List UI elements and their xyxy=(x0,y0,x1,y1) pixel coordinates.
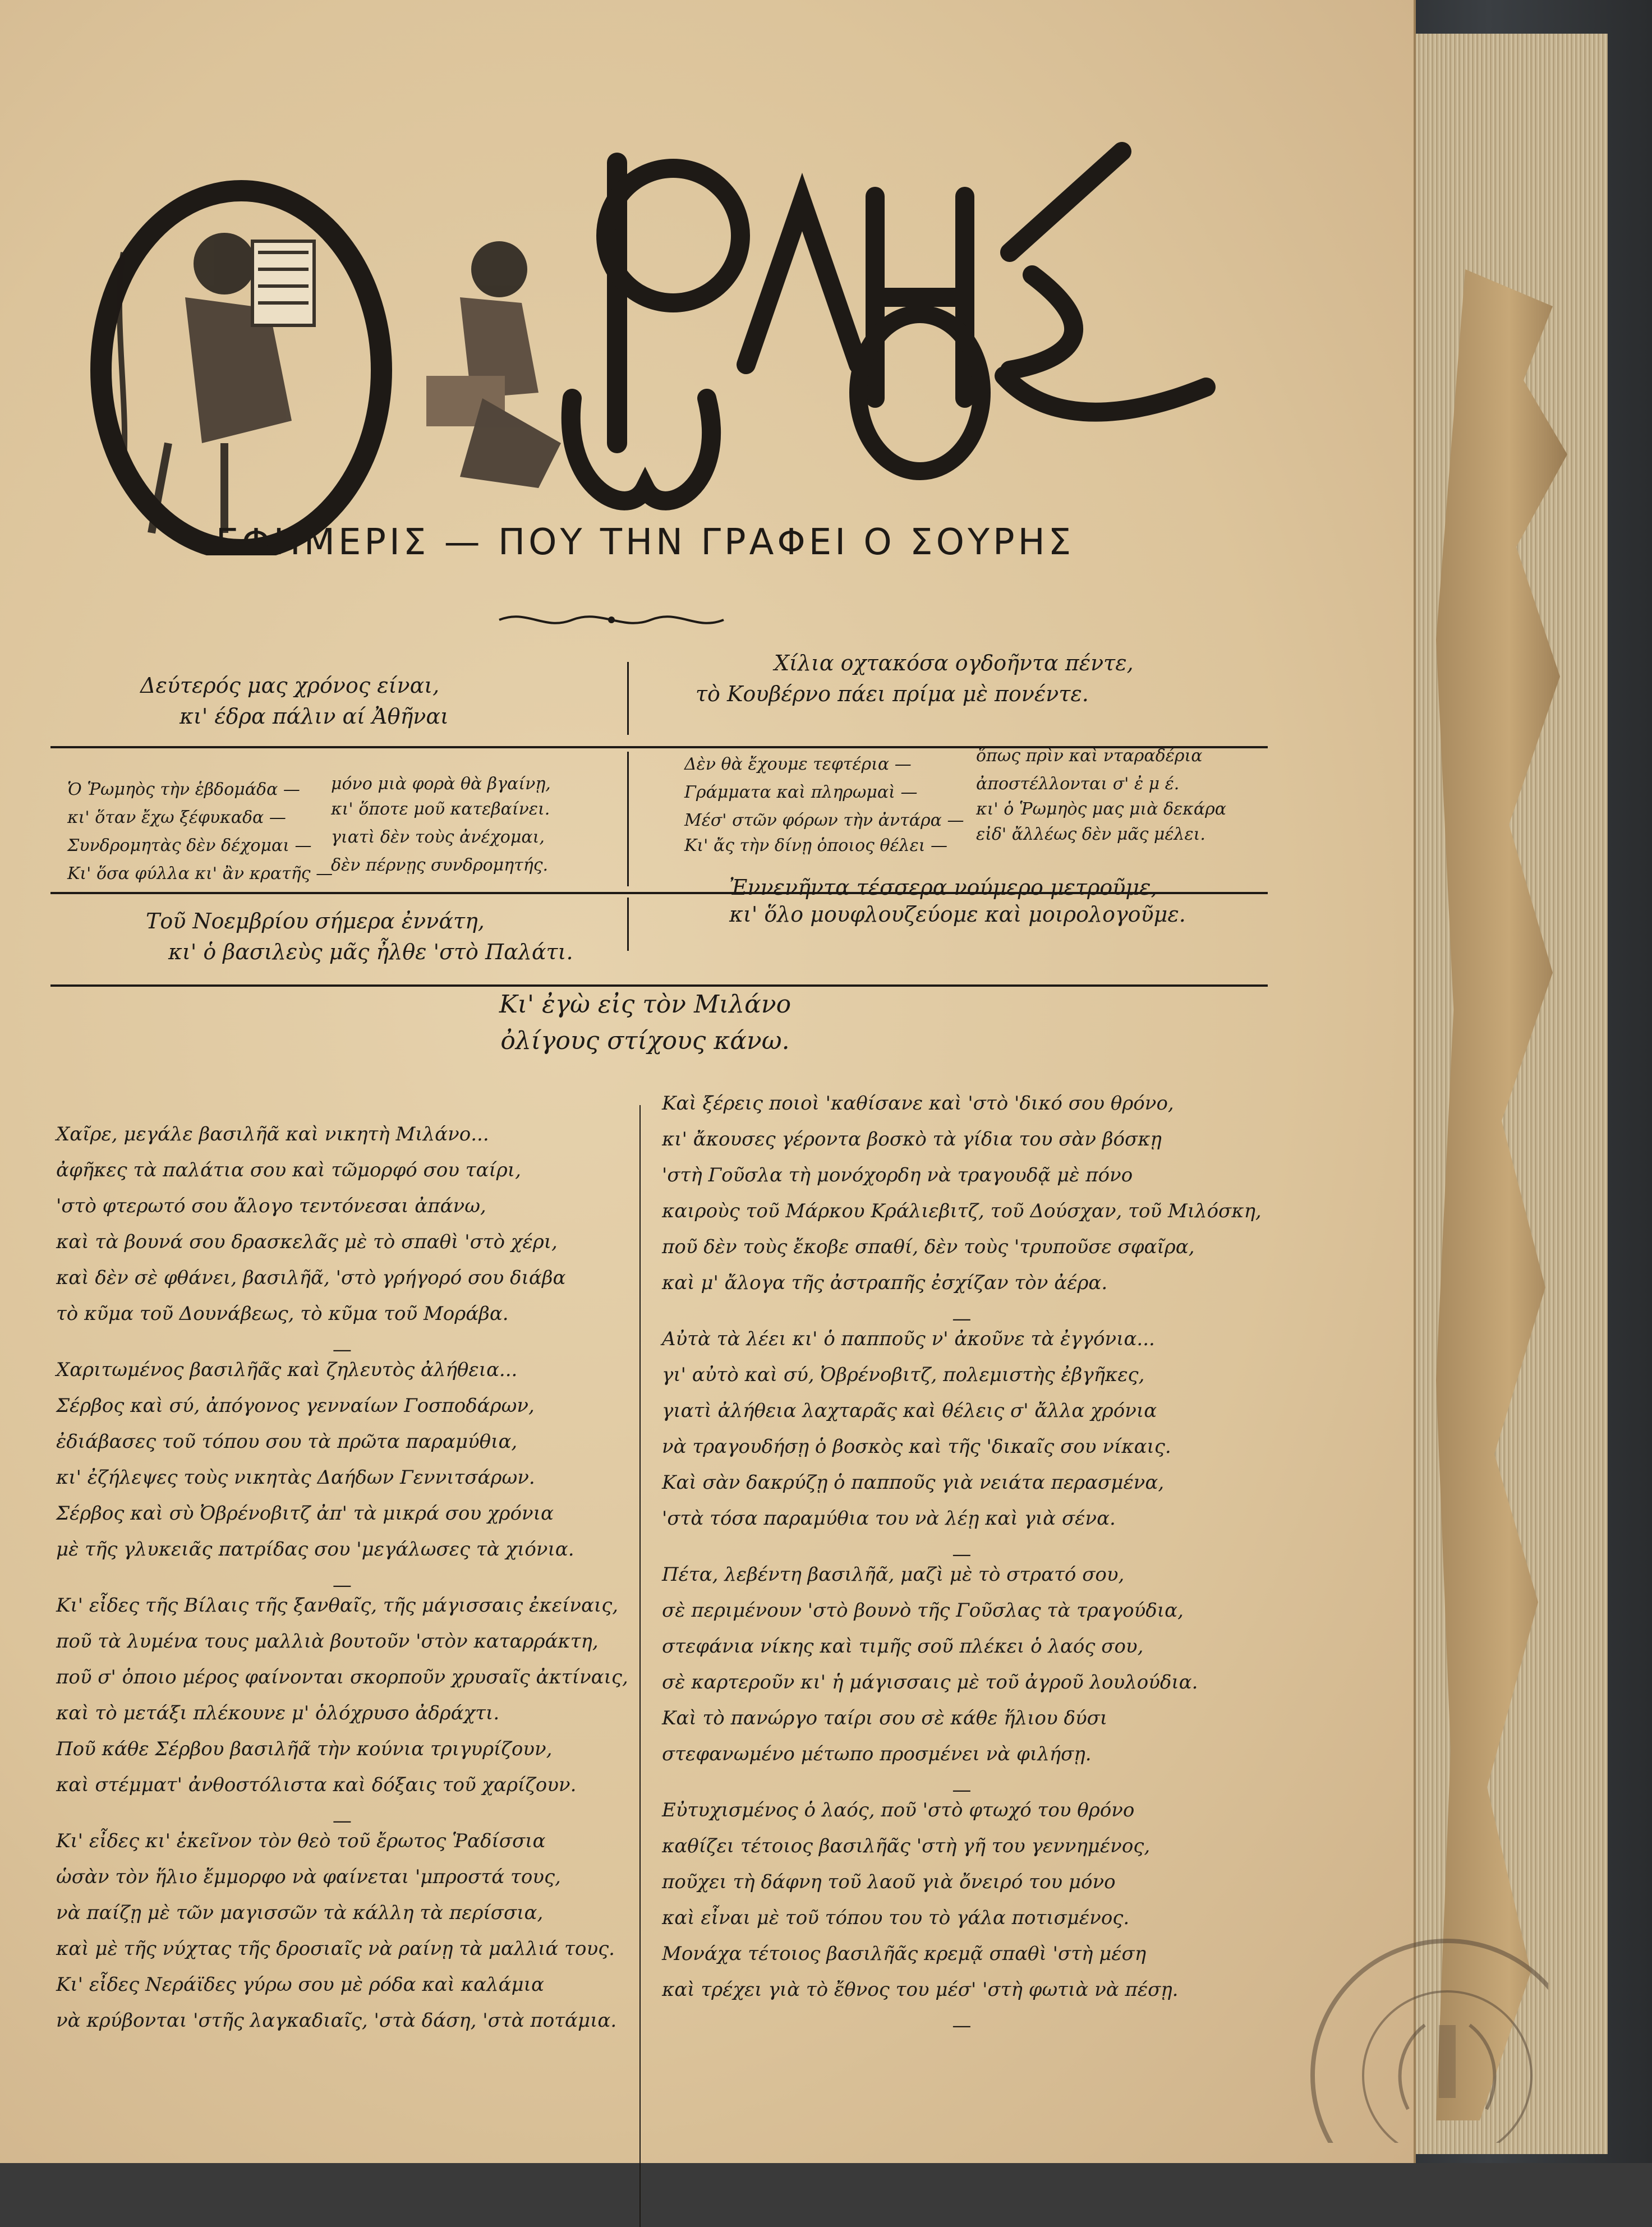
poem-line: ποῦ σ' ὁποιο μέρος φαίνονται σκορποῦν χρυσαῖς ἀκτίναις, xyxy=(56,1666,628,1688)
poem-line: νὰ παίζῃ μὲ τῶν μαγισσῶν τὰ κάλλη τὰ περίσσια, xyxy=(56,1902,544,1924)
divider-ornament xyxy=(494,609,729,631)
header-right-line-2: τὸ Κουβέρνο πάει πρίμα μὲ πονέντε. xyxy=(696,682,1089,706)
poem-line: καὶ μὲ τῆς νύχτας τῆς δροσιαῖς νὰ ραίνῃ τὰ μαλλιά τους. xyxy=(56,1938,615,1960)
column-divider xyxy=(639,1105,641,2227)
masthead-logo xyxy=(56,129,1290,555)
poem-line: σὲ καρτεροῦν κι' ἡ μάγισσαις μὲ τοῦ ἀγροῦ λουλούδια. xyxy=(662,1671,1198,1694)
masthead-subtitle: ΕΦΗΜΕΡΙΣ — ΠΟΥ ΤΗΝ ΓΡΑΦΕΙ Ο ΣΟΥΡΗΣ xyxy=(215,522,1075,563)
poem-line: κι' ἄκουσες γέροντα βοσκὸ τὰ γίδια του σὰν βόσκῃ xyxy=(662,1128,1162,1151)
terms-left-2a: κι' ὅταν ἔχω ξέφυκαδα — xyxy=(67,808,286,827)
header-left-bottom-1: Τοῦ Νοεμβρίου σήμερα ἐννάτη, xyxy=(146,909,485,933)
poem-line: Σέρβος καὶ σὺ Ὀβρένοβιτζ ἀπ' τὰ μικρά σου χρόνια xyxy=(56,1502,554,1525)
poem-line: Μονάχα τέτοιος βασιλῆᾶς κρεμᾷ σπαθὶ 'στὴ μέση xyxy=(662,1943,1147,1965)
poem-line: στεφανωμένο μέτωπο προσμένει νὰ φιλήσῃ. xyxy=(662,1743,1092,1765)
poem-line: 'στὸ φτερωτό σου ἄλογο τεντόνεσαι ἀπάνω, xyxy=(56,1195,486,1217)
poem-line: ἀφῆκες τὰ παλάτια σου καὶ τῶμορφό σου ταίρι, xyxy=(56,1159,521,1181)
poem-line: Καὶ ξέρεις ποιοὶ 'καθίσανε καὶ 'στὸ 'δικό σου θρόνο, xyxy=(662,1092,1174,1115)
center-rule-top xyxy=(627,662,629,735)
terms-left-2b: κι' ὅποτε μοῦ κατεβαίνει. xyxy=(331,799,550,819)
poem-line: καθίζει τέτοιος βασιλῆᾶς 'στὴ γῆ του γεννημένος, xyxy=(662,1835,1151,1857)
terms-right-1b: ὅπως πρὶν καὶ νταραδέρια xyxy=(976,746,1203,766)
poem-line: γιατὶ ἀλήθεια λαχταρᾶς καὶ θέλεις σ' ἄλλα χρόνια xyxy=(662,1400,1157,1422)
terms-right-4b: εἰδ' ἄλλέως δὲν μᾶς μέλει. xyxy=(976,825,1205,844)
stanza-separator: — xyxy=(332,1810,352,1832)
intro-line-2: ὀλίγους στίχους κάνω. xyxy=(500,1027,790,1055)
poem-right-column xyxy=(662,1085,1262,2037)
stanza-separator: — xyxy=(952,1308,972,1330)
poem-line: Καὶ σὰν δακρύζῃ ὁ παπποῦς γιὰ νειάτα περασμένα, xyxy=(662,1471,1165,1494)
center-rule-bottom xyxy=(627,898,629,951)
terms-right-4a: Κι' ἄς τὴν δίνῃ ὁποιος θέλει — xyxy=(684,836,948,855)
library-stamp xyxy=(1279,1930,1548,2143)
terms-left-3b: γιατὶ δὲν τοὺς ἀνέχομαι, xyxy=(331,827,545,847)
poem-line: τὸ κῦμα τοῦ Δουνάβεως, τὸ κῦμα τοῦ Μοράβα. xyxy=(56,1303,509,1325)
poem-line: κι' ἐζήλεψες τοὺς νικητὰς Δαήδων Γεννιτσάρων. xyxy=(56,1466,535,1489)
poem-line: καὶ τὰ βουνά σου δρασκελᾶς μὲ τὸ σπαθὶ 'στὸ χέρι, xyxy=(56,1231,558,1253)
poem-line: Χαῖρε, μεγάλε βασιλῆᾶ καὶ νικητὴ Μιλάνο... xyxy=(56,1123,489,1145)
terms-right-3a: Μέσ' στῶν φόρων τὴν ἀντάρα — xyxy=(684,811,964,830)
poem-line: ποῦ δὲν τοὺς ἔκοβε σπαθί, δὲν τοὺς 'τρυποῦσε σφαῖρα, xyxy=(662,1236,1195,1258)
poem-line: Πέτα, λεβέντη βασιλῆᾶ, μαζὶ μὲ τὸ στρατό σου, xyxy=(662,1563,1125,1586)
intro-line-1: Κι' ἐγὼ εἰς τὸν Μιλάνο xyxy=(499,990,792,1019)
stanza-separator: — xyxy=(952,1779,972,1801)
terms-left-3a: Συνδρομητὰς δὲν δέχομαι — xyxy=(67,836,312,855)
poem-line: Κι' εἶδες Νεράϊδες γύρω σου μὲ ρόδα καὶ καλάμια xyxy=(56,1973,544,1996)
poem-line: νὰ κρύβονται 'στῆς λαγκαδιαῖς, 'στὰ δάση, 'στὰ ποτάμια. xyxy=(56,2009,617,2032)
terms-right-2b: ἀποστέλλονται σ' ἐ μ έ. xyxy=(976,774,1180,794)
header-right-line-1: Χίλια οχτακόσα ογδοῆντα πέντε, xyxy=(774,651,1134,675)
terms-center-rule xyxy=(627,752,629,886)
header-left-bottom-2: κι' ὁ βασιλεὺς μᾶς ἦλθε 'στὸ Παλάτι. xyxy=(168,940,573,964)
terms-right-1a: Δὲν θὰ ἔχουμε τεφτέρια — xyxy=(684,754,912,774)
stanza-separator: — xyxy=(332,1574,352,1596)
poem-line: καὶ εἶναι μὲ τοῦ τόπου του τὸ γάλα ποτισμένος. xyxy=(662,1907,1130,1929)
poem-line: καὶ δὲν σὲ φθάνει, βασιλῆᾶ, 'στὸ γρήγορό σου διάβα xyxy=(56,1267,566,1289)
poem-line: καὶ τρέχει γιὰ τὸ ἔθνος του μέσ' 'στὴ φωτιὰ νὰ πέσῃ. xyxy=(662,1978,1179,2001)
header-left-line-1: Δεύτερός μας χρόνος είναι, xyxy=(140,673,440,698)
poem-line: σὲ περιμένουν 'στὸ βουνὸ τῆς Γοῦσλας τὰ τραγούδια, xyxy=(662,1599,1184,1622)
poem-line: καὶ μ' ἄλογα τῆς ἀστραπῆς ἐσχίζαν τὸν ἀέρα. xyxy=(662,1272,1108,1294)
poem-line: 'στὰ τόσα παραμύθια του νὰ λέῃ καὶ γιὰ σένα. xyxy=(662,1507,1116,1530)
poem-line: Κι' εἶδες κι' ἐκεῖνον τὸν θεὸ τοῦ ἔρωτος Ῥαδίσσια xyxy=(56,1830,546,1852)
terms-left-1a: Ὁ Ῥωμηὸς τὴν ἑβδομάδα — xyxy=(67,780,300,799)
header-left-line-2: κι' έδρα πάλιν αί Ἀθῆναι xyxy=(180,704,449,729)
poem-line: Καὶ τὸ πανώργο ταίρι σου σὲ κάθε ἥλιου δύσι xyxy=(662,1707,1108,1729)
terms-left-4a: Κι' ὅσα φύλλα κι' ἂν κρατῆς — xyxy=(67,864,333,884)
header-right-bottom-1: Ἐννενῆντα τέσσερα νούμερο μετροῦμε, xyxy=(729,875,1158,900)
stanza-separator: — xyxy=(952,2014,972,2037)
poem-line: 'στὴ Γοῦσλα τὴ μονόχορδη νὰ τραγουδᾷ μὲ πόνο xyxy=(662,1164,1133,1186)
poem-line: καιροὺς τοῦ Μάρκου Κράλιεβιτζ, τοῦ Δούσχαν, τοῦ Μιλόσκη, xyxy=(662,1200,1262,1222)
stanza-separator: — xyxy=(952,1543,972,1566)
poem-line: Αὐτὰ τὰ λέει κι' ὁ παπποῦς ν' ἀκοῦνε τὰ ἐγγόνια... xyxy=(662,1328,1155,1350)
poem-line: Εὐτυχισμένος ὁ λαός, ποῦ 'στὸ φτωχό του θρόνο xyxy=(662,1799,1135,1821)
poem-line: Σέρβος καὶ σύ, ἀπόγονος γενναίων Γοσποδάρων, xyxy=(56,1395,535,1417)
rule-3 xyxy=(50,984,1268,987)
poem-line: ποῦχει τὴ δάφνη τοῦ λαοῦ γιὰ ὄνειρό του μόνο xyxy=(662,1871,1116,1893)
poem-left-column xyxy=(56,1116,628,2039)
poem-line: μὲ τῆς γλυκειᾶς πατρίδας σου 'μεγάλωσες τὰ χιόνια. xyxy=(56,1538,574,1561)
poem-line: γι' αὐτὸ καὶ σύ, Ὀβρένοβιτζ, πολεμιστὴς ἐβγῆκες, xyxy=(662,1364,1145,1386)
poem-line: Ποῦ κάθε Σέρβου βασιλῆᾶ τὴν κούνια τριγυρίζουν, xyxy=(56,1738,553,1760)
terms-left-1b: μόνο μιὰ φορὰ θὰ βγαίνῃ, xyxy=(331,774,551,794)
terms-right-2a: Γράμματα καὶ πληρωμαὶ — xyxy=(684,783,918,802)
terms-right-3b: κι' ὁ Ῥωμηὸς μας μιὰ δεκάρα xyxy=(976,799,1226,819)
poem-line: καὶ στέμματ' ἀνθοστόλιστα καὶ δόξαις τοῦ χαρίζουν. xyxy=(56,1774,577,1796)
poem-line: ἐδιάβασες τοῦ τόπου σου τὰ πρῶτα παραμύθια, xyxy=(56,1430,518,1453)
terms-left-4b: δὲν πέρνῃς συνδρομητής. xyxy=(331,855,549,875)
poem-line: ποῦ τὰ λυμένα τους μαλλιὰ βουτοῦν 'στὸν καταρράκτη, xyxy=(56,1630,599,1653)
poem-line: καὶ τὸ μετάξι πλέκουνε μ' ὁλόχρυσο ἀδράχτι. xyxy=(56,1702,500,1724)
stanza-separator: — xyxy=(332,1338,352,1361)
poem-line: ὡσὰν τὸν ἥλιο ἔμμορφο νὰ φαίνεται 'μπροστά τους, xyxy=(56,1866,561,1888)
poem-line: νὰ τραγουδήσῃ ὁ βοσκὸς καὶ τῆς 'δικαῖς σου νίκαις. xyxy=(662,1435,1171,1458)
poem-line: Κι' εἶδες τῆς Βίλαις τῆς ξανθαῖς, τῆς μάγισσαις ἐκείναις, xyxy=(56,1594,619,1617)
poem-line: Χαριτωμένος βασιλῆᾶς καὶ ζηλευτὸς ἀλήθεια... xyxy=(56,1359,518,1381)
poem-line: στεφάνια νίκης καὶ τιμῆς σοῦ πλέκει ὁ λαός σου, xyxy=(662,1635,1144,1658)
header-right-bottom-2: κι' ὅλο μουφλουζεύομε καὶ μοιρολογοῦμε. xyxy=(729,902,1186,927)
